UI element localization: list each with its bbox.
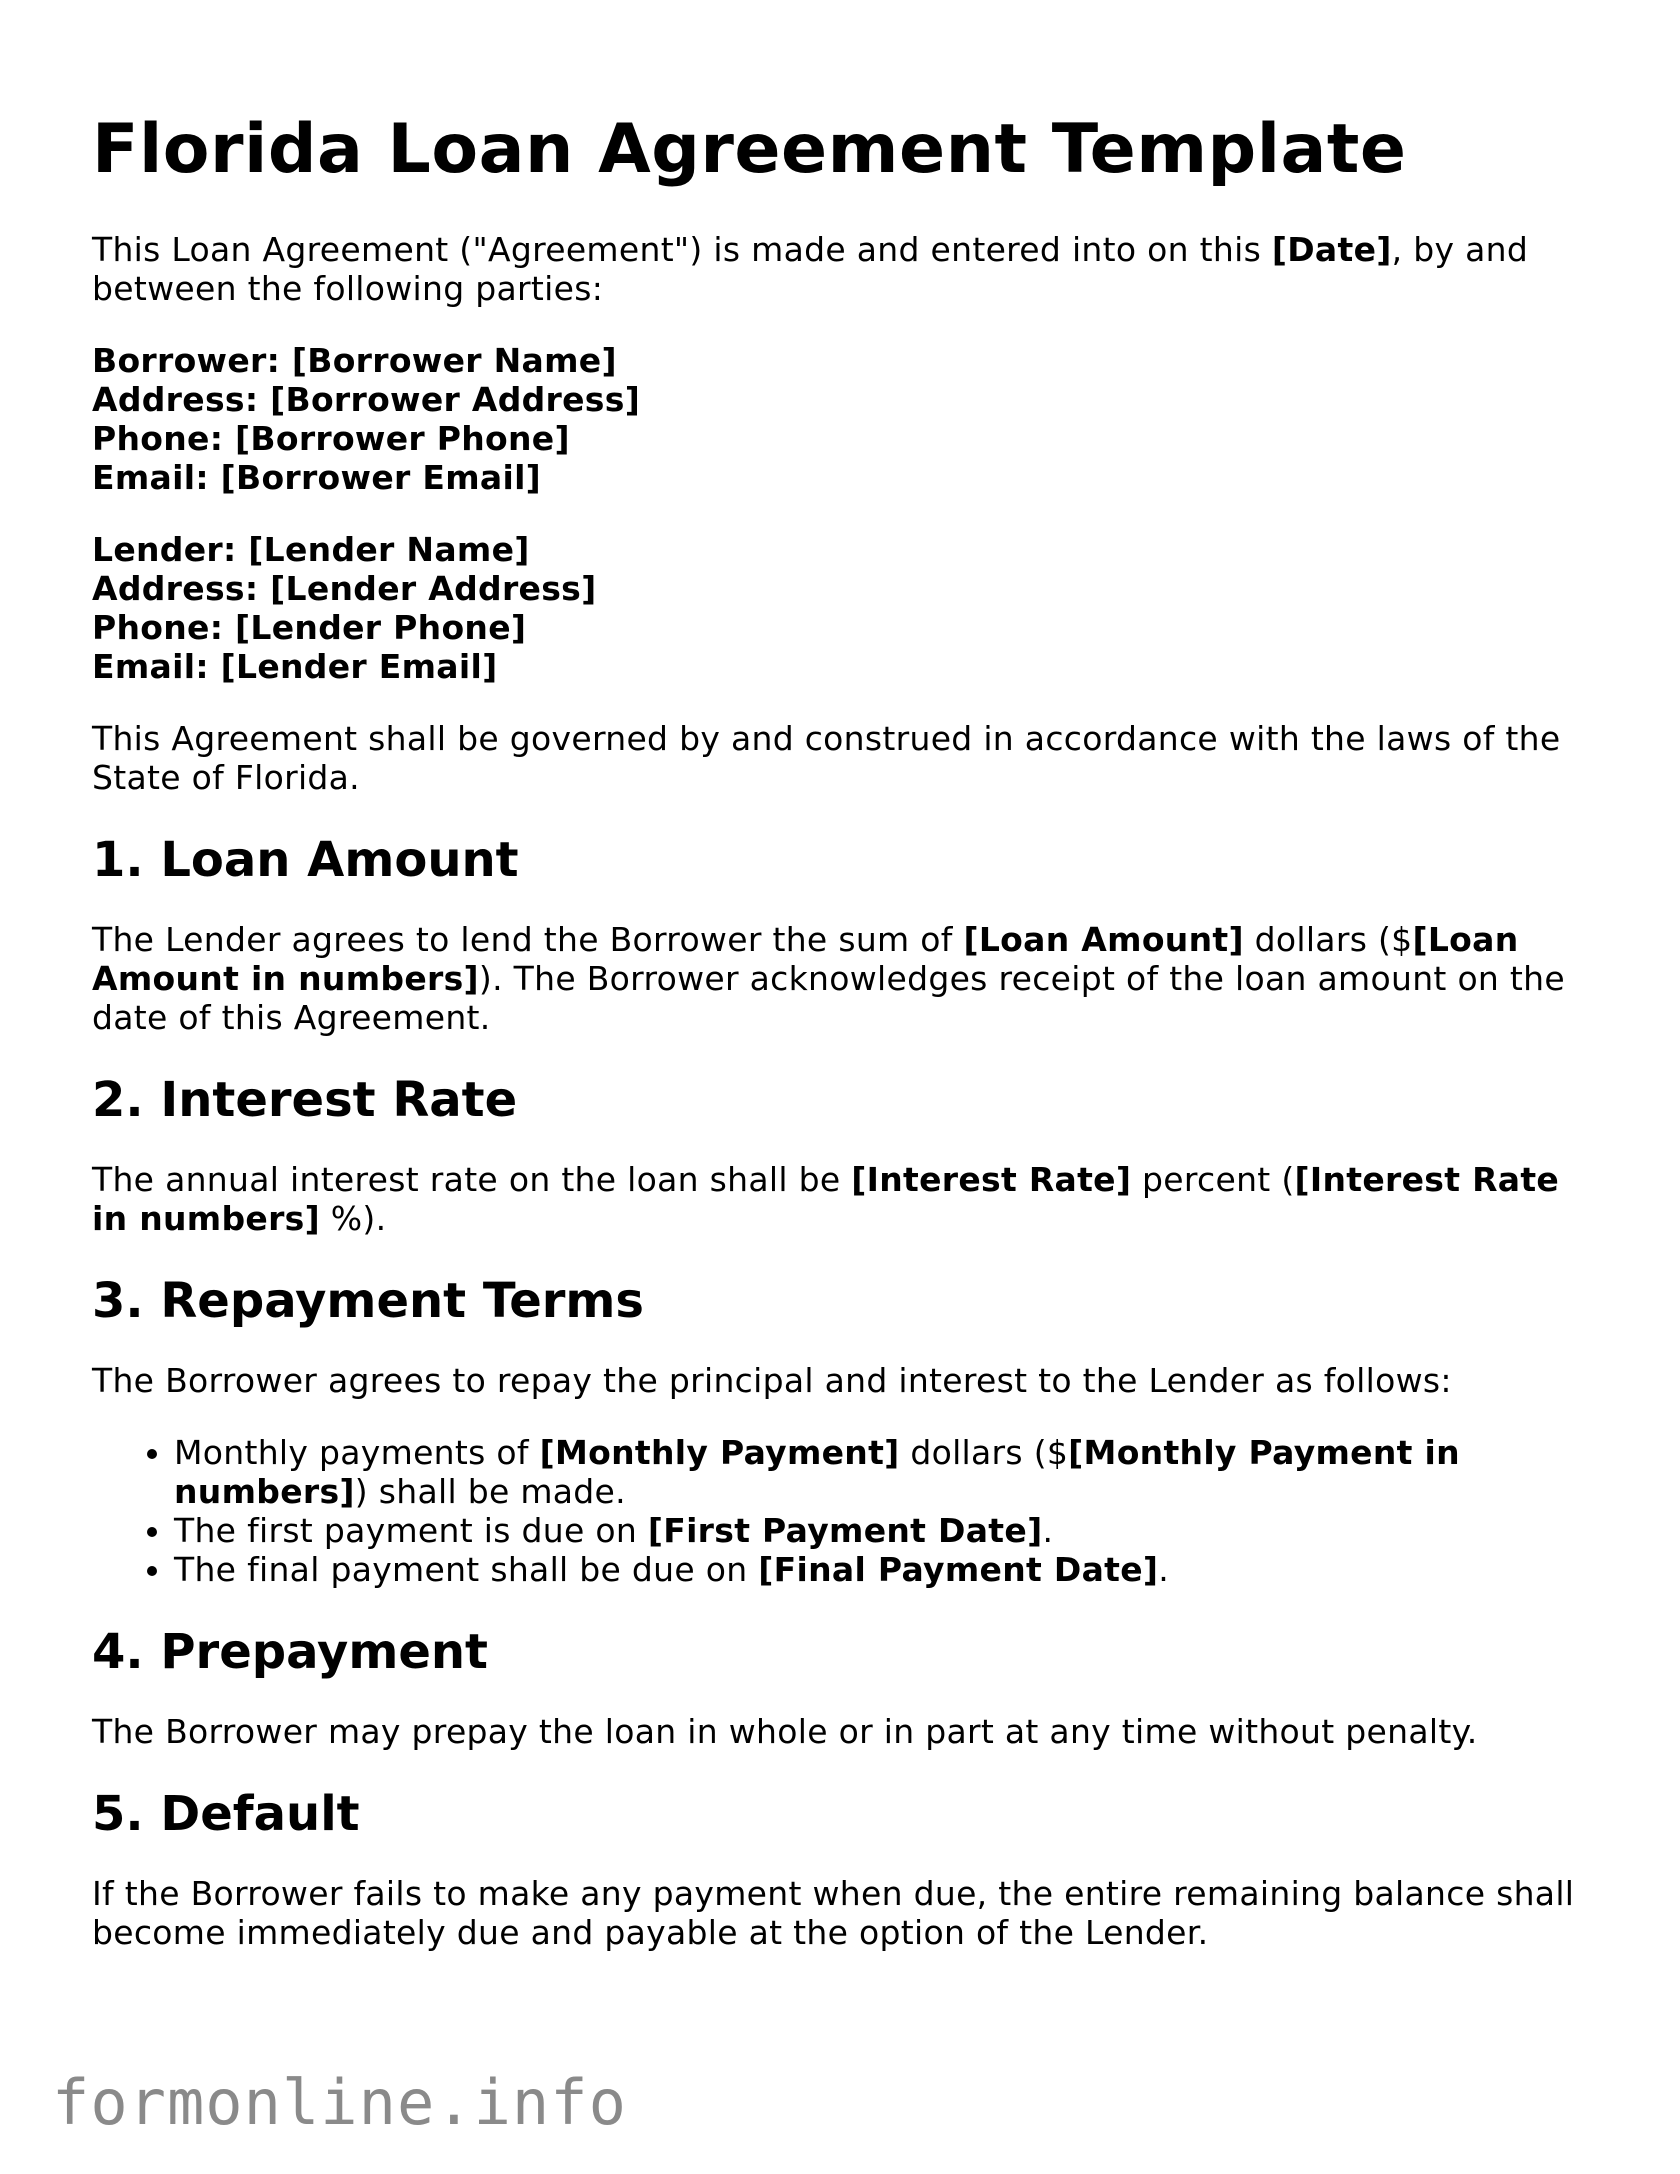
final-payment-text-2: . [1158,1550,1170,1589]
lender-email: Email: [Lender Email] [92,647,498,686]
lender-address: Address: [Lender Address] [92,569,597,608]
monthly-text-2: dollars ($ [899,1433,1069,1472]
intro-date-placeholder: [Date] [1271,230,1392,269]
prepayment-paragraph: The Borrower may prepay the loan in whole or in part at any time without penalty. [92,1712,1478,1751]
interest-rate-text-3: %). [319,1199,387,1238]
intro-paragraph [92,230,1592,308]
section-heading-loan-amount: 1. Loan Amount [92,832,519,888]
borrower-email: Email: [Borrower Email] [92,458,542,497]
monthly-text-1: Monthly payments of [174,1433,540,1472]
section-interest-rate [92,1070,1592,1238]
first-payment-text-1: The first payment is due on [174,1511,648,1550]
borrower-name: Borrower: [Borrower Name] [92,341,617,380]
final-payment-date-placeholder: [Final Payment Date] [758,1550,1159,1589]
page-title: Florida Loan Agreement Template [92,110,1407,189]
monthly-payment-numbers-placeholder: [Monthly Payment in numbers] [174,1433,1460,1511]
section-loan-amount [92,830,1592,1037]
monthly-text-3: ) shall be made. [354,1472,626,1511]
loan-amount-text-3: ). The Borrower acknowledges receipt of the loan amount on the date of this Agreement. [92,959,1565,1037]
borrower-block [92,341,1592,497]
repayment-item-final [174,1550,1592,1589]
repayment-intro: The Borrower agrees to repay the principal and interest to the Lender as follows: [92,1361,1452,1400]
section-heading-interest-rate: 2. Interest Rate [92,1072,518,1128]
intro-text-before: This Loan Agreement ("Agreement") is made and entered into on this [92,230,1272,269]
default-paragraph: If the Borrower fails to make any payment when due, the entire remaining balance shall become immediately due and payable at the option of the Lender. [92,1874,1575,1952]
borrower-address: Address: [Borrower Address] [92,380,641,419]
section-repayment-terms [92,1271,1592,1589]
loan-amount-numbers-placeholder: [Loan Amount in numbers] [92,920,1519,998]
section-heading-default: 5. Default [92,1786,360,1842]
lender-block [92,530,1592,686]
loan-amount-text-1: The Lender agrees to lend the Borrower the sum of [92,920,964,959]
first-payment-text-2: . [1042,1511,1054,1550]
first-payment-date-placeholder: [First Payment Date] [647,1511,1043,1550]
lender-name: Lender: [Lender Name] [92,530,530,569]
interest-rate-placeholder: [Interest Rate] [851,1160,1132,1199]
interest-rate-text-1: The annual interest rate on the loan shall be [92,1160,852,1199]
interest-rate-numbers-placeholder: [Interest Rate in numbers] [92,1160,1560,1238]
interest-rate-paragraph [92,1160,1592,1238]
monthly-payment-placeholder: [Monthly Payment] [539,1433,900,1472]
interest-rate-text-2: percent ( [1131,1160,1295,1199]
loan-amount-paragraph [92,920,1592,1037]
repayment-list [92,1433,1592,1589]
final-payment-text-1: The final payment shall be due on [174,1550,759,1589]
lender-phone: Phone: [Lender Phone] [92,608,527,647]
document-page [92,110,1592,1985]
loan-amount-placeholder: [Loan Amount] [963,920,1244,959]
repayment-item-monthly [174,1433,1592,1511]
section-default [92,1784,1592,1952]
section-prepayment [92,1622,1592,1751]
watermark: formonline.info [52,2066,627,2139]
section-heading-prepayment: 4. Prepayment [92,1624,488,1680]
repayment-item-first [174,1511,1592,1550]
borrower-phone: Phone: [Borrower Phone] [92,419,570,458]
section-heading-repayment-terms: 3. Repayment Terms [92,1273,644,1329]
intro-text-after: , by and between the following parties: [92,230,1529,308]
loan-amount-text-2: dollars ($ [1243,920,1413,959]
governing-law-paragraph: This Agreement shall be governed by and construed in accordance with the laws of the State of Florida. [92,719,1561,797]
